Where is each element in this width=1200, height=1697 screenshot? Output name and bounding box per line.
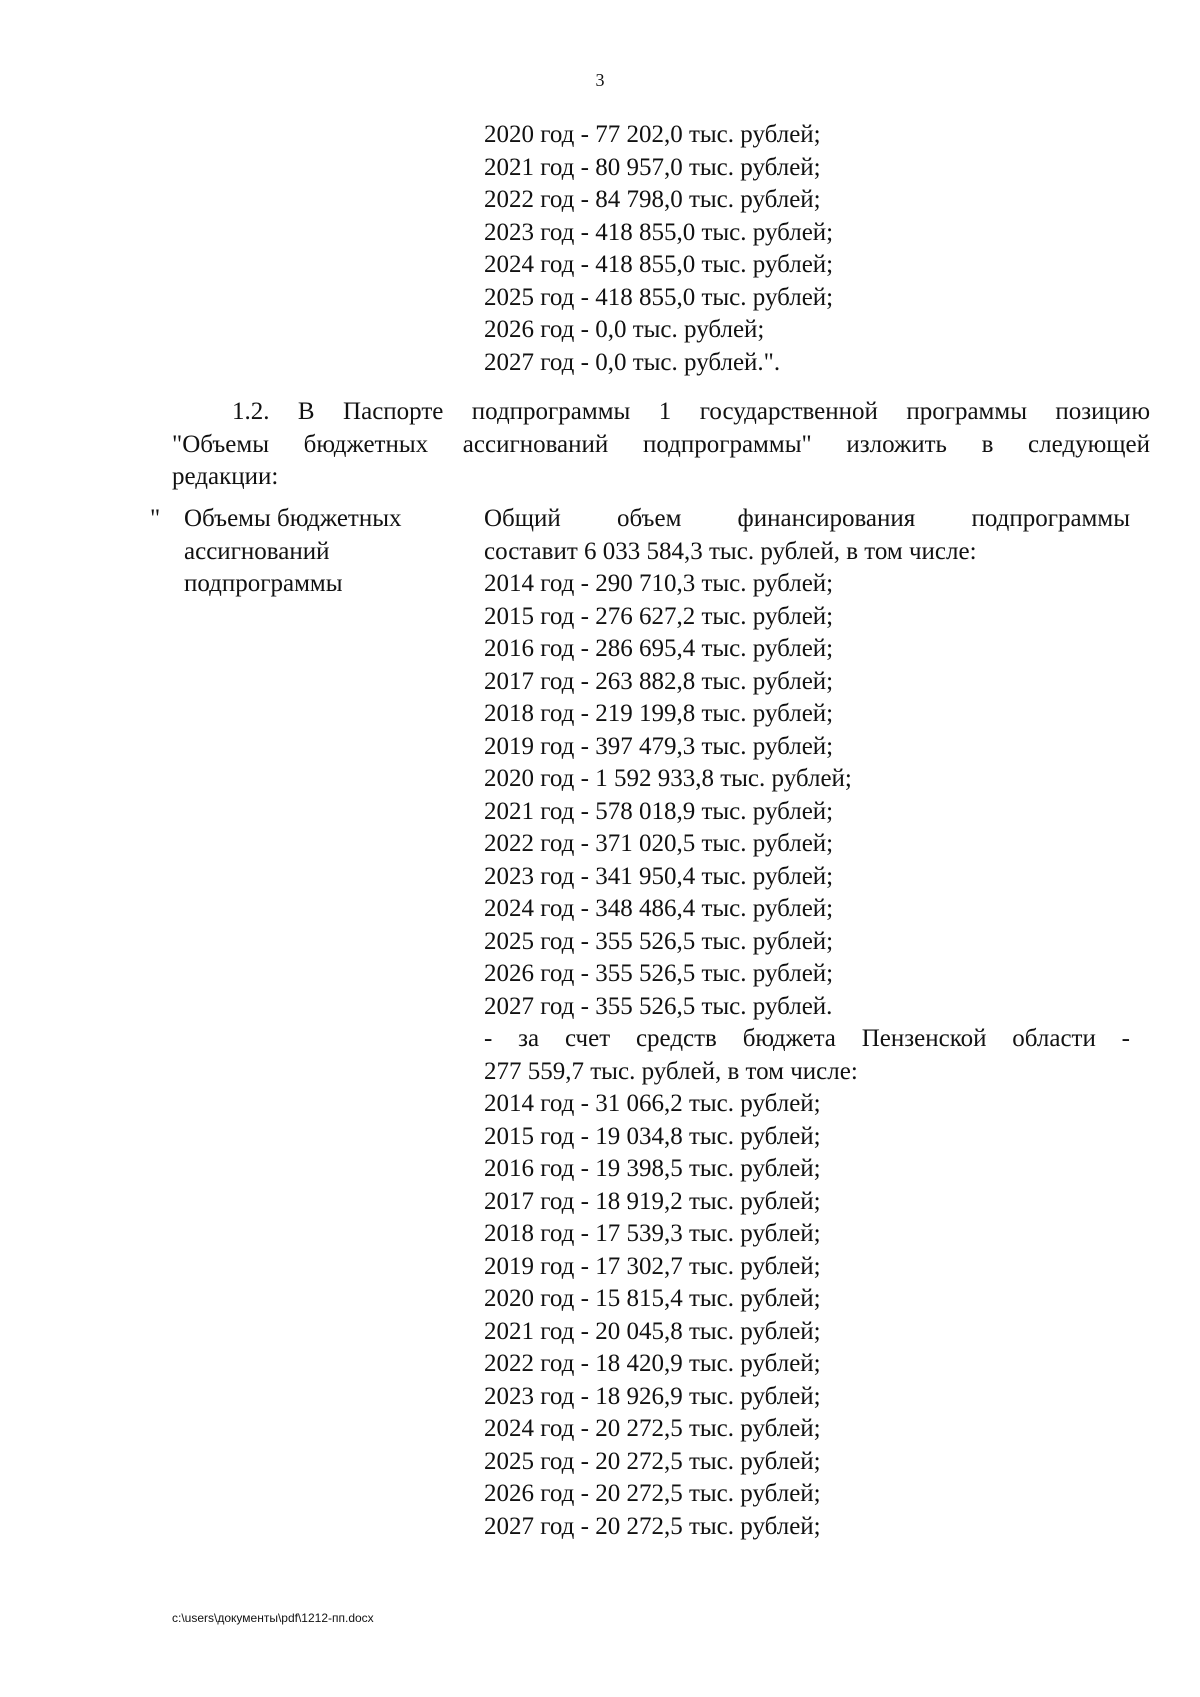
intro-line: составит 6 033 584,3 тыс. рублей, в том числе: bbox=[484, 537, 977, 565]
regional-year-item: 2023 год - 18 926,9 тыс. рублей; bbox=[484, 1382, 821, 1410]
regional-year-item: 2020 год - 15 815,4 тыс. рублей; bbox=[484, 1285, 821, 1312]
paragraph-line: "Объемы бюджетных ассигнований подпрограммы" изложить в следующей bbox=[172, 430, 1150, 458]
regional-year-item: 2021 год - 20 045,8 тыс. рублей; bbox=[484, 1317, 821, 1345]
total-year-item: 2014 год - 290 710,3 тыс. рублей; bbox=[484, 570, 834, 597]
regional-year-item: 2017 год - 18 919,2 тыс. рублей; bbox=[484, 1187, 821, 1215]
regional-year-item: 2026 год - 20 272,5 тыс. рублей; bbox=[484, 1480, 821, 1507]
position-value bbox=[484, 503, 1130, 1543]
label-line: Объемы бюджетных bbox=[184, 505, 402, 532]
regional-line: - за счет средств бюджета Пензенской области - bbox=[484, 1025, 1130, 1052]
list-item: 2021 год - 80 957,0 тыс. рублей; bbox=[484, 153, 821, 181]
continued-funding-list bbox=[484, 119, 833, 379]
total-year-item: 2024 год - 348 486,4 тыс. рублей; bbox=[484, 895, 834, 922]
total-year-item: 2025 год - 355 526,5 тыс. рублей; bbox=[484, 927, 834, 955]
list-item: 2025 год - 418 855,0 тыс. рублей; bbox=[484, 283, 834, 311]
total-year-item: 2019 год - 397 479,3 тыс. рублей; bbox=[484, 732, 834, 760]
paragraph-line: 1.2. В Паспорте подпрограммы 1 государственной программы позицию bbox=[232, 398, 1150, 425]
list-item: 2027 год - 0,0 тыс. рублей.". bbox=[484, 348, 781, 376]
total-year-item: 2021 год - 578 018,9 тыс. рублей; bbox=[484, 797, 834, 825]
list-item: 2023 год - 418 855,0 тыс. рублей; bbox=[484, 218, 834, 246]
regional-year-item: 2027 год - 20 272,5 тыс. рублей; bbox=[484, 1512, 821, 1540]
total-year-item: 2020 год - 1 592 933,8 тыс. рублей; bbox=[484, 765, 852, 792]
regional-year-item: 2015 год - 19 034,8 тыс. рублей; bbox=[484, 1122, 821, 1150]
total-year-item: 2022 год - 371 020,5 тыс. рублей; bbox=[484, 830, 834, 857]
page-number: 3 bbox=[595, 70, 605, 90]
total-year-item: 2015 год - 276 627,2 тыс. рублей; bbox=[484, 602, 834, 630]
regional-year-item: 2024 год - 20 272,5 тыс. рублей; bbox=[484, 1415, 821, 1442]
total-year-item: 2017 год - 263 882,8 тыс. рублей; bbox=[484, 667, 834, 695]
paragraph-line: редакции: bbox=[172, 463, 279, 490]
total-year-item: 2027 год - 355 526,5 тыс. рублей. bbox=[484, 992, 833, 1020]
amendment-paragraph bbox=[172, 396, 1150, 494]
regional-year-item: 2019 год - 17 302,7 тыс. рублей; bbox=[484, 1252, 821, 1280]
total-year-item: 2026 год - 355 526,5 тыс. рублей; bbox=[484, 960, 834, 987]
total-year-item: 2023 год - 341 950,4 тыс. рублей; bbox=[484, 862, 834, 890]
regional-year-item: 2014 год - 31 066,2 тыс. рублей; bbox=[484, 1090, 821, 1117]
list-item: 2026 год - 0,0 тыс. рублей; bbox=[484, 316, 765, 343]
total-year-item: 2016 год - 286 695,4 тыс. рублей; bbox=[484, 635, 834, 662]
list-item: 2024 год - 418 855,0 тыс. рублей; bbox=[484, 251, 834, 278]
position-label bbox=[184, 503, 402, 601]
list-item: 2022 год - 84 798,0 тыс. рублей; bbox=[484, 186, 821, 213]
file-path-footer: c:\users\документы\pdf\1212-пп.docx bbox=[172, 1611, 374, 1625]
total-year-item: 2018 год - 219 199,8 тыс. рублей; bbox=[484, 700, 834, 727]
regional-year-item: 2025 год - 20 272,5 тыс. рублей; bbox=[484, 1447, 821, 1475]
label-line: ассигнований bbox=[184, 537, 330, 565]
intro-line: Общий объем финансирования подпрограммы bbox=[484, 505, 1130, 532]
regional-year-item: 2018 год - 17 539,3 тыс. рублей; bbox=[484, 1220, 821, 1247]
list-item: 2020 год - 77 202,0 тыс. рублей; bbox=[484, 121, 821, 148]
regional-year-item: 2022 год - 18 420,9 тыс. рублей; bbox=[484, 1350, 821, 1377]
opening-quote: " bbox=[150, 505, 161, 532]
label-line: подпрограммы bbox=[184, 570, 343, 597]
regional-line: 277 559,7 тыс. рублей, в том числе: bbox=[484, 1057, 858, 1085]
regional-year-item: 2016 год - 19 398,5 тыс. рублей; bbox=[484, 1155, 821, 1182]
